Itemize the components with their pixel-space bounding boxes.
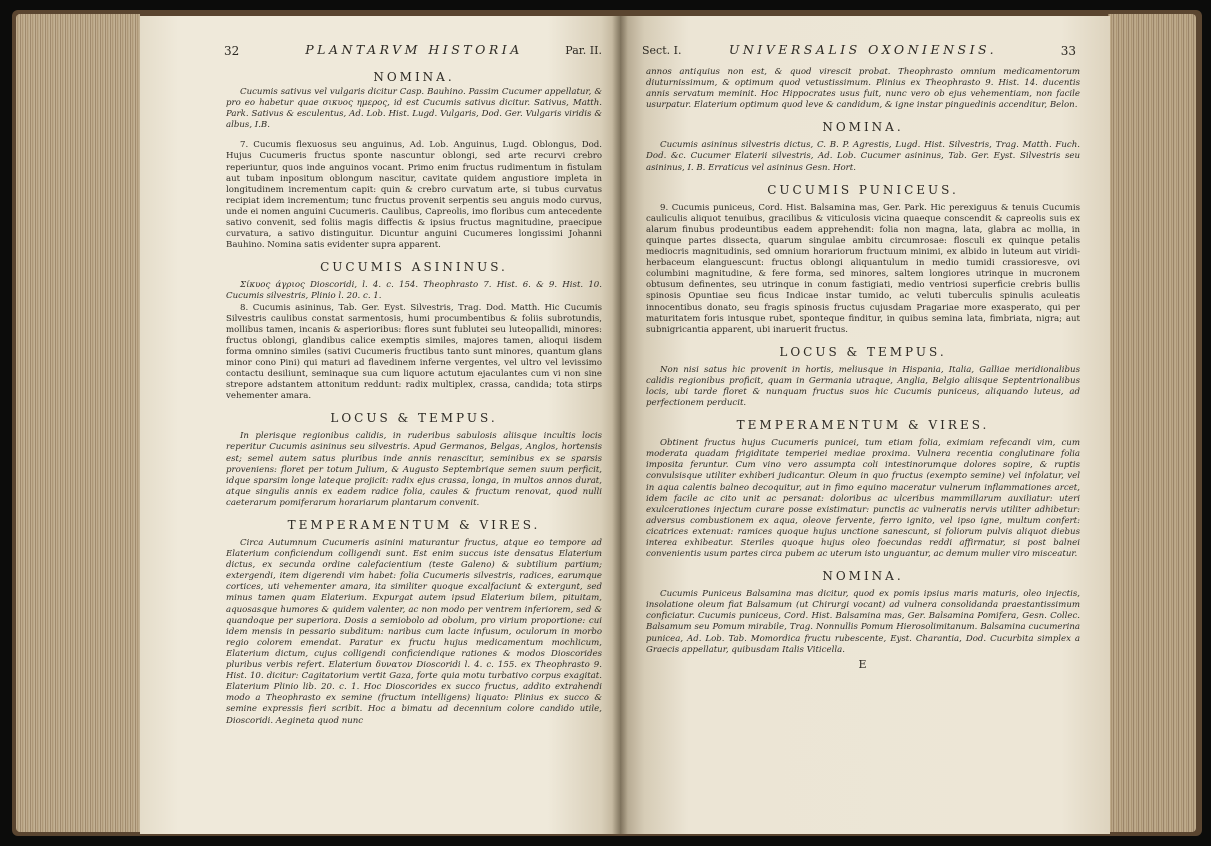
right-running-title: UNIVERSALIS OXONIENSIS. bbox=[728, 42, 998, 57]
heading-temperamentum-vires-puniceus: TEMPERAMENTUM & VIRES. bbox=[736, 418, 990, 433]
para-asininus-names: Cucumis asininus silvestris dictus, C. B. P. Agrestis, Lugd. Hist. Silvestris, Trag. Matth. Fuch. Dod. &c. Cucumer Elaterii silvestris, Ad. Lob. Cucumer asininus, Tab. Ger. Eyst. Silvestris seu asininus, I. B. Erraticus vel asininus Gesn. Hort. bbox=[646, 140, 1080, 173]
para-asininus-temperamentum: Circa Autumnum Cucumeris asinini maturantur fructus, atque eo tempore ad Elaterium conficiendum colligendi sunt. Est enim succus iste densatus Elaterium dictus, ex secunda ordine calefacientium (teste Galeno) & subtilium partium; extergendi, item digerendi vim habet: folia Cucumeris silvestris, radices, earumque cortices, uti vehementer amara, ita similiter quoque excalfaciunt & extergunt, sed minus tamen quam Elaterium. Expurgat autem ipsud Elaterium bilem, pituitam, aquosasque humores & quidem valenter, ac non modo per ventrem inferiorem, sed & quandoque per superiora. Dosis a semiobolo ad obolum, pro virium proportione: cui idem mensis in pessario subditum: naribus cum lacte infusum, oculorum in morbo regio colorem emendat. Paratur ex fructu hujus medicamentum mochlicum, Elaterium dictum, cujus colligendi conficiendique rationes & modos Dioscorides pluribus verbis refert. Elaterium δυνατον Dioscoridi l. 4. c. 155. ex Theophrasto 9. Hist. 10. dicitur: Cagitatorium vertit Gaza, forte quia motu turbativo corpus exagitat. Elaterium Plinio lib. 20. c. 1. Hoc Dioscorides ex succo fructus, addito extrahendi modo a Theophrasto ex semine (fructum intelligens) liquato: Plinius ex succo & semine expressis fieri scribit. Hoc a bimatu ad decennium colore candido utile, Dioscoridi. Aegineta quod nunc bbox=[226, 538, 602, 726]
para-puniceus-temperamentum: Obtinent fructus hujus Cucumeris punicei, tum etiam folia, eximiam refecandi vim, cum moderata quadam frigiditate temperiei mediae proxima. Vulnera recentia conglutinare folia imposita feruntur. Cum vino vero assumpta coli intestinorumque dolores sopire, & ruptis convulsisque utiliter exhiberi judicantur. Oleum in quo fructus (exempto semine) vel infolatur, vel in aqua calentis balneo decoquitur, aut in fimo equino maceratur vulnerum inflammationes arcet, idem facile ac cito unit ac persanat: doloribus ac ulceribus mammillarum auxiliatur: uteri exulcerationes injectum curare posse existimatur: punctis ac vulneratis nervis utiliter adhibetur: adversus combustionem ex aqua, oleove fervente, ferro ignito, vel ipso igne, multum confert: cicatrices extenuat: ramices quoque hujus unctione sanescunt, si foliorum pulvis aliquot diebus interea exhibeatur. Steriles quoque hujus oleo foecundas reddi affirmatur, si post balnei convenientis usum partes circa pubem ac uterum isto unguantur, ac demum mulier viro misceatur. bbox=[646, 438, 1080, 560]
heading-locus-tempus: LOCUS & TEMPUS. bbox=[330, 411, 498, 426]
left-page bbox=[140, 16, 620, 834]
heading-nomina-asininus: NOMINA. bbox=[822, 120, 904, 135]
heading-cucumis-puniceus: CUCUMIS PUNICEUS. bbox=[767, 182, 959, 197]
heading-nomina-puniceus: NOMINA. bbox=[822, 569, 904, 584]
heading-temperamentum-vires: TEMPERAMENTUM & VIRES. bbox=[287, 518, 541, 532]
book-gutter-shadow bbox=[612, 16, 628, 834]
para-elaterium-continuation: annos antiquius non est, & quod virescit probat. Theophrasto omnium medicamentorum diuturnissimum, & optimum quod vetustissimum. Plinius ex Theophrasto 9. Hist. 14. ducentis annis servatum meminit. Hoc Hippocrates usus fuit, nunc vero ob ejus vehementiam, non facile usurpatur. Elaterium optimum quod leve & candidum, & igne instar pinguedinis accenditur, Belon. bbox=[646, 67, 1080, 111]
left-page-edges bbox=[16, 14, 140, 832]
left-page-number: 32 bbox=[224, 44, 240, 58]
para-cucumis-sativus-names: Cucumis sativus vel vulgaris dicitur Casp. Bauhino. Passim Cucumer appellatur, & pro eo habetur quae σικυος ημερος, id est Cucumis sativus dicitur. Sativus, Matth. Park. Sativus & esculentus, Ad. Lob. Hist. Lugd. Vulgaris, Dod. Ger. Vulgaris viridis & albus, I.B. bbox=[226, 87, 602, 131]
para-asininus-synonyms: Σίκυος άγριος Dioscoridi, l. 4. c. 154. Theophrasto 7. Hist. 6. & 9. Hist. 10. Cucumis silvestris, Plinio l. 20. c. 1. bbox=[226, 280, 602, 302]
para-asininus-locus: In plerisque regionibus calidis, in ruderibus sabulosis aliisque incultis locis reperitur Cucumis asininus seu silvestris. Apud Germanos, Belgas, Anglos, hortensis est; semel autem satus pluribus inde annis renascitur, seminibus ex se sparsis proveniens: floret per totum Julium, & Augusto Septembrique semen suum perficit, idque sparsim longe lateque projicit: radix ejus crassa, longa, in multos annos durat, atque singulis annis ex eadem radice folia, caules & fructum renovat, quod nulli caeterarum pomiferarum horariarum plantarum convenit. bbox=[226, 431, 602, 508]
left-running-title: PLANTARVM HISTORIA bbox=[305, 42, 523, 57]
right-page-edges bbox=[1108, 14, 1196, 832]
signature-mark: E bbox=[858, 657, 868, 671]
right-running-head bbox=[642, 42, 1080, 64]
para-cucumis-flexuosus: 7. Cucumis flexuosus seu anguinus, Ad. Lob. Anguinus, Lugd. Oblongus, Dod. Hujus Cucumeris fructus sponte nascuntur oblongi, sed arte recurvi crebro reperiuntur, quos inde anguinos vocant. Primo enim fructus rudimentum in fistulam aut tubam inpositum oblongum nascitur, cavitate quidem angustiore impleta in longitudinem incrementum capit: quin & crebro curvatum arte, si tubus curvatus recipiat idem incrementum; tunc fructus provenit serpentis seu anguis modo curvus, unde ei nomen anguini Cucumeris. Caulibus, Capreolis, imo floribus cum antecedente sativo convenit, sed foliis magis diffectis & ipsius fructus magnitudine, praecipue curvatura, a sativo distinguitur. Dicuntur anguini Cucumeres longissimi Johanni Bauhino. Nomina satis evidenter supra apparent. bbox=[226, 140, 602, 251]
heading-cucumis-asininus: CUCUMIS ASININUS. bbox=[320, 260, 508, 275]
left-running-head bbox=[226, 42, 602, 64]
para-puniceus-locus: Non nisi satus hic provenit in hortis, meliusque in Hispania, Italia, Galliae meridionalibus calidis regionibus proficit, quam in Germania utraque, Anglia, Belgio aliisque Septentrionalibus locis, ubi tarde floret & nunquam fructus suos hic Cucumis puniceus, aliquando luteus, ad perfectionem perducit. bbox=[646, 364, 1080, 409]
right-page bbox=[620, 16, 1110, 834]
heading-locus-tempus-puniceus: LOCUS & TEMPUS. bbox=[779, 344, 947, 359]
left-section-mark: Par. II. bbox=[565, 44, 602, 57]
para-cucumis-asininus-description: 8. Cucumis asininus, Tab. Ger. Eyst. Silvestris, Trag. Dod. Matth. Hic Cucumis Silvestris caulibus constat sarmentosis, humi procumbentibus & foliis subrotundis, mollibus tamen, incanis & asperioribus: flores sunt fublutei seu luteopallidi, minores: fructus oblongi, glandibus calice exemptis similes, majores tamen, alioqui iisdem forma omnino similes (sativi Cucumeris fructibus tanto sunt minores, quantum glans minor cono Pini) qui maturi ad flavedinem inferne vergentes, vel ultro vel levissimo contactu desiliunt, seminaque sua cum liquore actutum ejaculantes cum vi non sine strepore adstantem attonitum reddunt: radix multiplex, crassa, candida; tota stirps vehementer amara. bbox=[226, 302, 602, 402]
para-puniceus-names: Cucumis Puniceus Balsamina mas dicitur, quod ex pomis ipsius maris maturis, oleo injectis, insolatione oleum fiat Balsamum (ut Chirurgi vocant) ad vulnera consolidanda praestantissimum conficiatur. Cucumis puniceus, Cord. Hist. Balsamina mas, Ger. Balsamina Pomifera, Gesn. Collec. Balsamum seu Pomum mirabile, Trag. Nonnullis Pomum Hierosolimitanum. Balsamina cucumerina punicea, Ad. Lob. Tab. Momordica fructu rubescente, Eyst. Charantia, Dod. Cucurbita simplex a Graecis appellatur, quibusdam Italis Viticella. bbox=[646, 589, 1080, 655]
right-page-number: 33 bbox=[1060, 44, 1076, 58]
para-cucumis-puniceus-description: 9. Cucumis puniceus, Cord. Hist. Balsamina mas, Ger. Park. Hic perexiguus & tenuis Cucumis cauliculis aliquot tenuibus, gracilibus & viticulosis vicina quaeque conscendit & capreolis suis ex alarum finubus prodeuntibus eadem apprehendit: folia non magna, lata, glabra ac mollia, in quinque partes dissecta, quarum singulae ambitu circumrosae: flosculi ex quinque petalis mediocris magnitudinis, sed omnium horariorum fructuum minimi, ex albido in luteum aut viridi-herbaceum elanguescunt: fructus oblongi aliquantulum in medio tumidi crassioresve, ovi columbini magnitudine, & fere forma, sed minores, saltem longiores utrinque in mucronem obtusum definentes, seu utrinque in conum fastigiati, medio ventriosi superficie crebris bullis spinosis Opuntiae seu ficus Indicae instar tumido, ac veluti tuberculis spinulis aculeatis innocentibus donato, seu fragis spinosis fructus cujusdam Pragariae more exasperato, qui per maturitatem foris intusque rubet, sponteque finditur, in quibus semina lata, fimbriata, nigra; aut subnigricantia apparent, ubi inaruerit fructus. bbox=[646, 202, 1080, 335]
heading-nomina: NOMINA. bbox=[373, 70, 455, 84]
right-section-mark: Sect. I. bbox=[642, 44, 682, 57]
